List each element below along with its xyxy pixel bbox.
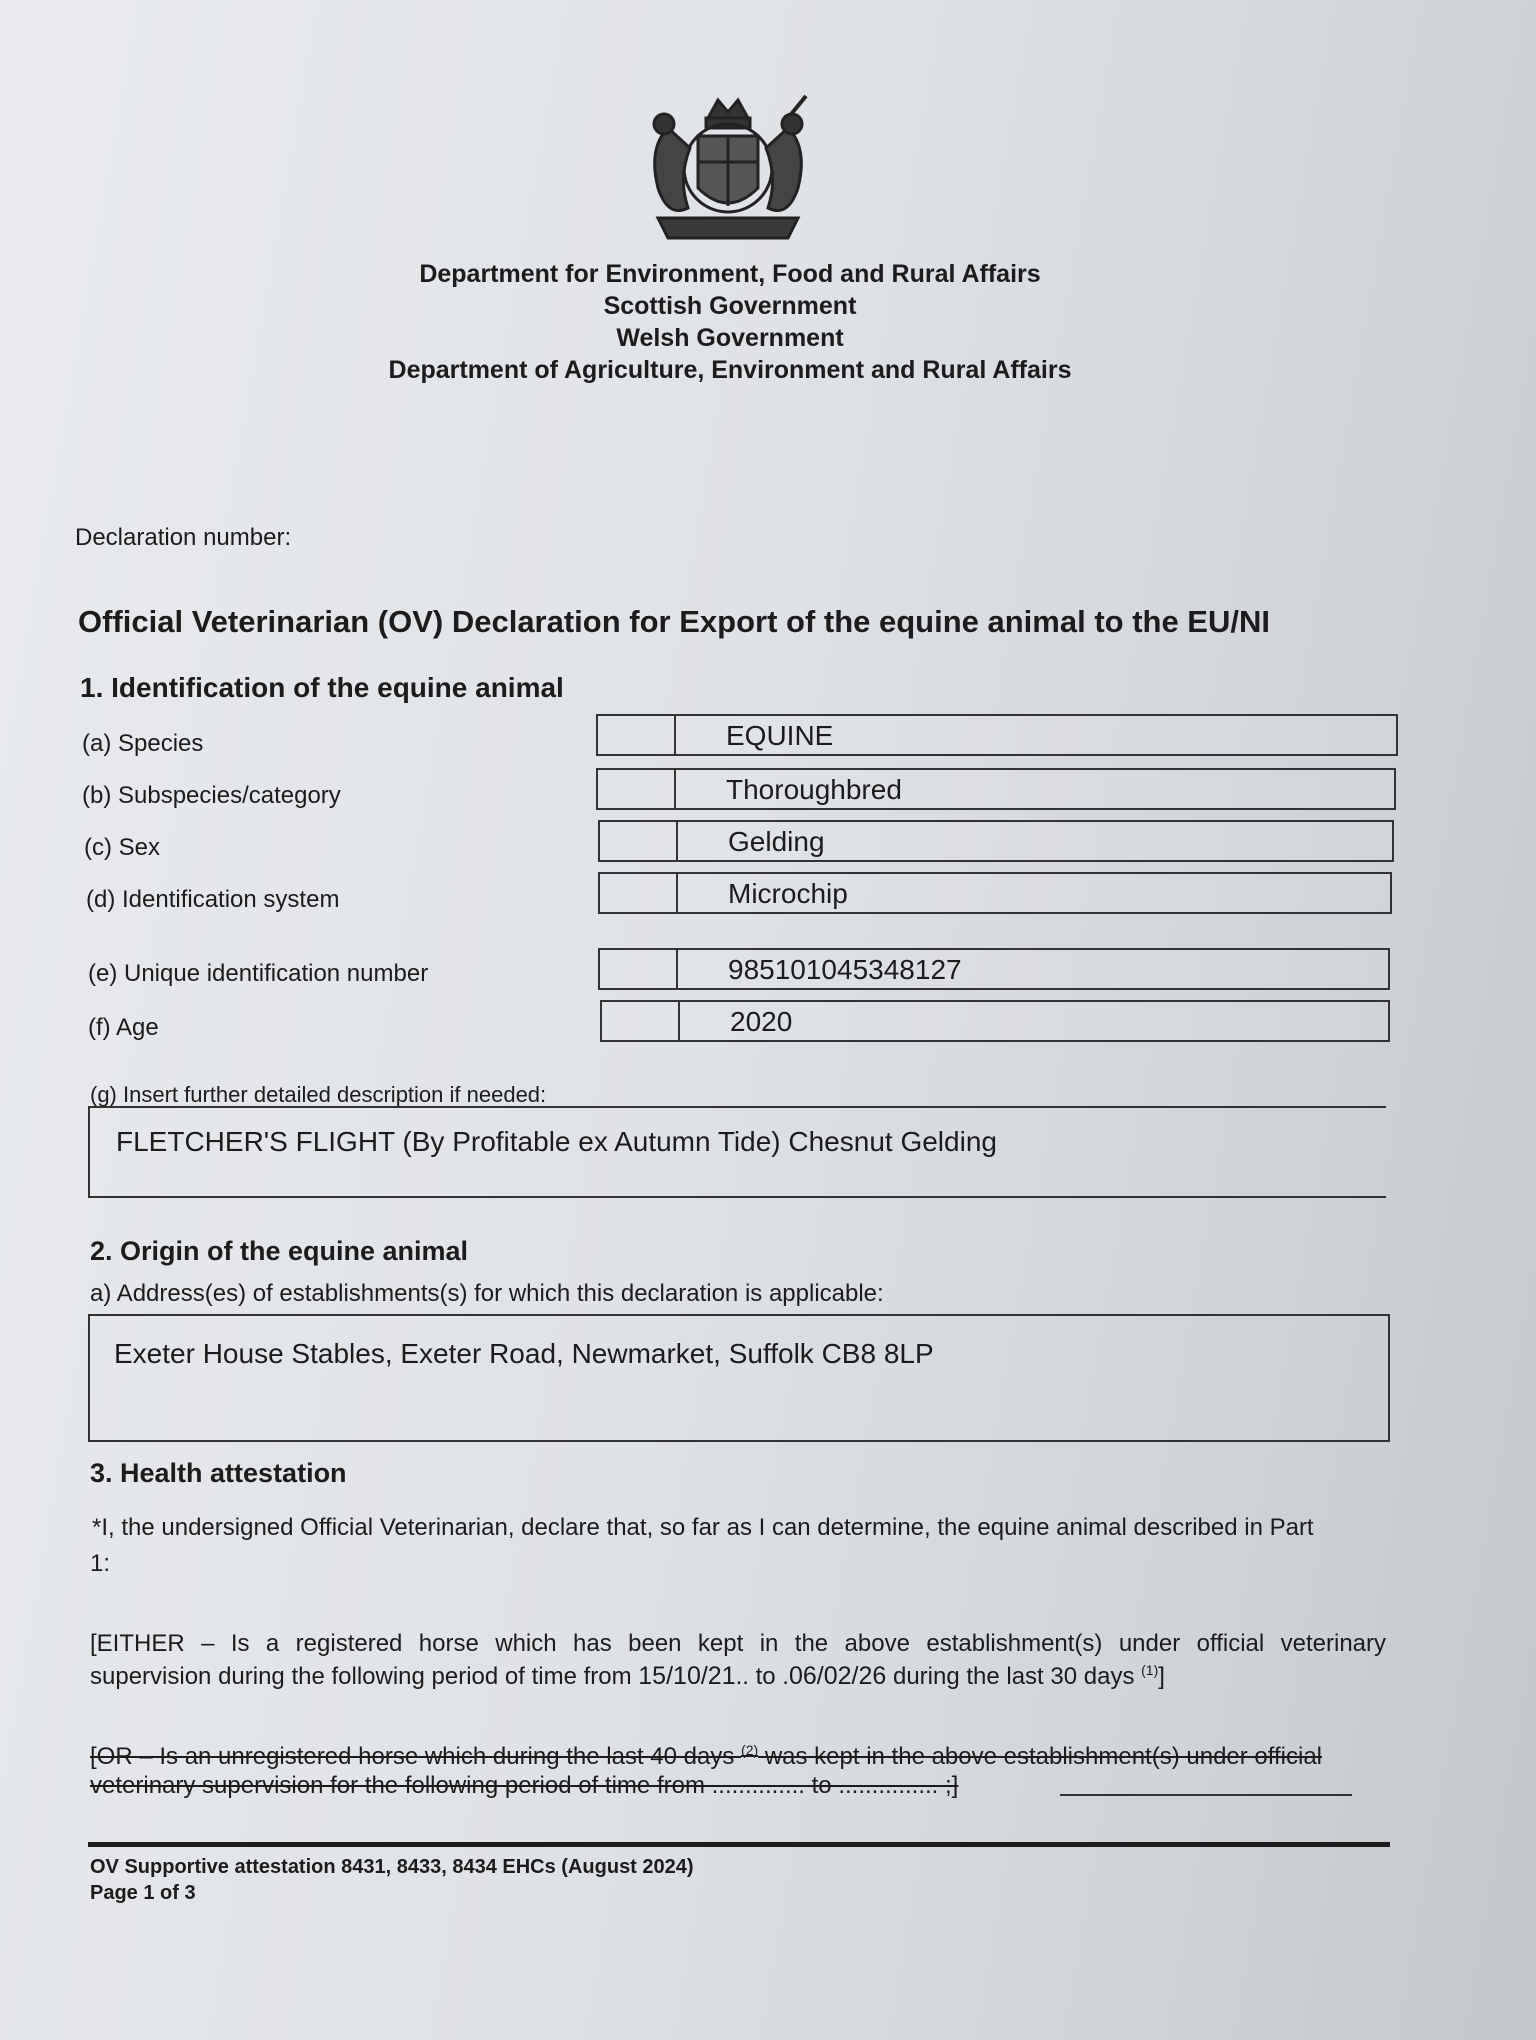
royal-coat-of-arms: [628, 88, 828, 248]
value-address: Exeter House Stables, Exeter Road, Newmarket, Suffolk CB8 8LP: [114, 1338, 934, 1369]
label-address: a) Address(es) of establishments(s) for which this declaration is applicable:: [90, 1280, 884, 1307]
dept-defra: Department for Environment, Food and Rural Affairs: [419, 260, 1041, 288]
footnote-2: (2): [741, 1742, 759, 1758]
label-species: (a) Species: [82, 730, 204, 757]
value-further-description: FLETCHER'S FLIGHT (By Profitable ex Autumn Tide) Chesnut Gelding: [116, 1126, 997, 1157]
label-sex: (c) Sex: [84, 834, 161, 861]
declaration-number-label: Declaration number:: [75, 524, 292, 551]
or-underline: [1060, 1794, 1352, 1796]
dept-daera: Department of Agriculture, Environment and Rural Affairs: [388, 356, 1072, 384]
address-box: [88, 1314, 1390, 1442]
field-identification-system: [598, 872, 1392, 914]
value-species: EQUINE: [726, 720, 834, 751]
value-identification-system: Microchip: [728, 878, 848, 909]
or-line1: [90, 1742, 1322, 1771]
field-unique-id-code: [600, 950, 678, 988]
label-identification-system: (d) Identification system: [86, 886, 340, 913]
dept-scottish: Scottish Government: [603, 292, 857, 320]
attestation-intro-line2: 1:: [90, 1550, 111, 1577]
date-to: 06/02/26: [788, 1662, 887, 1690]
value-unique-id: 985101045348127: [728, 954, 962, 985]
section3-heading: 3. Health attestation: [90, 1458, 347, 1488]
field-sex: [598, 820, 1394, 862]
field-unique-id: [598, 948, 1390, 990]
field-identification-system-code: [600, 874, 678, 912]
field-species-code: [598, 716, 676, 754]
attestation-intro-line1: *I, the undersigned Official Veterinarian, declare that, so far as I can determine, the equine animal described in Part: [92, 1514, 1314, 1541]
either-post: during the last 30 days: [886, 1663, 1142, 1690]
either-line2: [90, 1662, 1165, 1691]
label-subspecies: (b) Subspecies/category: [82, 782, 341, 809]
label-age: (f) Age: [88, 1014, 159, 1041]
either-to: .. to .: [735, 1663, 789, 1690]
field-age-code: [602, 1002, 680, 1040]
footer-page-number: Page 1 of 3: [90, 1882, 196, 1904]
date-from: 15/10/21: [638, 1662, 736, 1690]
either-line1: [EITHER – Is a registered horse which has been kept in the above establishment(s) under official veterinary: [90, 1630, 1386, 1657]
or-pre: [OR – Is an unregistered horse which during the last 40 days: [90, 1743, 742, 1770]
field-sex-code: [600, 822, 678, 860]
field-subspecies: [596, 768, 1396, 810]
dept-welsh: Welsh Government: [616, 324, 844, 352]
label-further-description: (g) Insert further detailed description if needed:: [90, 1082, 547, 1107]
either-pre: supervision during the following period of time from: [90, 1663, 639, 1690]
further-description-box: [88, 1106, 1386, 1198]
field-age: [600, 1000, 1390, 1042]
label-unique-id: (e) Unique identification number: [88, 960, 429, 987]
section1-heading: 1. Identification of the equine animal: [80, 672, 564, 703]
either-close: ]: [1158, 1663, 1165, 1690]
footer-ehc-line: OV Supportive attestation 8431, 8433, 8434 EHCs (August 2024): [90, 1856, 694, 1878]
value-sex: Gelding: [728, 826, 825, 857]
section2-heading: 2. Origin of the equine animal: [90, 1236, 469, 1266]
footnote-1: (1): [1141, 1662, 1159, 1678]
field-species: [596, 714, 1398, 756]
or-line2: veterinary supervision for the following period of time from .............. to ............... ;]: [90, 1772, 959, 1799]
value-subspecies: Thoroughbred: [726, 774, 902, 805]
footer-rule: [88, 1842, 1390, 1847]
or-post: was kept in the above establishment(s) under official: [758, 1743, 1323, 1770]
value-age: 2020: [730, 1006, 793, 1037]
page-title: Official Veterinarian (OV) Declaration for Export of the equine animal to the EU/NI: [78, 604, 1270, 639]
field-subspecies-code: [598, 770, 676, 808]
